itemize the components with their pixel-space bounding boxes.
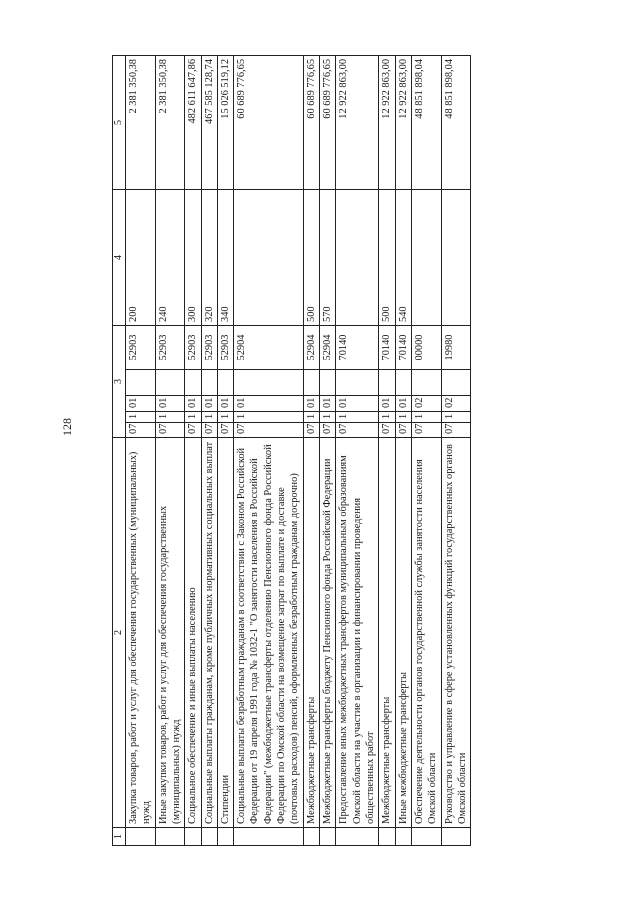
header-col-3: 3 [113,325,126,437]
code-section: 07 [217,423,233,438]
row-index-cell [217,828,233,846]
expense-type-code: 340 [217,189,233,325]
code-subprogram: 01 [125,396,155,412]
amount: 467 585 128,74 [201,55,217,189]
code-direction: 52903 [185,325,201,369]
table-row [217,55,233,845]
code-subprogram: 01 [320,396,336,412]
header-col-1: 1 [113,828,126,846]
code-program: 1 [320,412,336,423]
table-body [125,55,470,845]
expense-type-code [234,189,304,325]
code-spacer [201,370,217,396]
row-index-cell [395,828,411,846]
expense-type-code: 200 [125,189,155,325]
row-name: Закупка товаров, работ и услуг для обеспечения государственных (муниципальных) нужд [125,438,155,828]
header-col-4: 4 [113,189,126,325]
row-index-cell [125,828,155,846]
code-program: 1 [395,412,411,423]
amount: 60 689 776,65 [303,55,319,189]
row-name: Социальное обеспечение и иные выплаты населению [185,438,201,828]
code-section: 07 [320,423,336,438]
code-subprogram: 01 [336,396,379,412]
code-program: 1 [303,412,319,423]
amount: 12 922 863,00 [336,55,379,189]
amount: 48 851 898,04 [441,55,471,189]
row-index-cell [379,828,395,846]
code-direction: 70140 [395,325,411,369]
code-subprogram: 01 [201,396,217,412]
table-row [395,55,411,845]
code-direction: 52904 [320,325,336,369]
expense-type-code: 320 [201,189,217,325]
code-section: 07 [379,423,395,438]
amount: 15 026 519,12 [217,55,233,189]
code-direction: 52904 [234,325,304,369]
row-name: Межбюджетные трансферты [379,438,395,828]
amount: 2 381 350,38 [155,55,185,189]
page-number: 128 [60,418,74,436]
expense-type-code: 570 [320,189,336,325]
code-section: 07 [336,423,379,438]
code-spacer [125,370,155,396]
code-direction: 52903 [217,325,233,369]
code-direction: 00000 [411,325,441,369]
code-subprogram: 01 [379,396,395,412]
code-section: 07 [234,423,304,438]
amount: 60 689 776,65 [320,55,336,189]
table-row [185,55,201,845]
amount: 12 922 863,00 [379,55,395,189]
code-spacer [217,370,233,396]
expense-type-code: 300 [185,189,201,325]
amount: 2 381 350,38 [125,55,155,189]
row-name: Межбюджетные трансферты [303,438,319,828]
table-row [379,55,395,845]
row-index-cell [411,828,441,846]
code-section: 07 [201,423,217,438]
table-row [411,55,441,845]
code-direction: 52903 [125,325,155,369]
row-name: Социальные выплаты безработным гражданам в соответствии с Законом Российской Федерации от 19 апреля 1991 года № 1032-1 "О занятости населения в Российской Федерации" (межбюджетные трансферты отделению Пенсионного фонда Российской Федерации по Омской области на возмещение затрат по выплате и доставке (почтовых расходов) пенсий, оформленных безработным гражданам досрочно) [234,438,304,828]
code-direction: 52903 [155,325,185,369]
table-row [336,55,379,845]
row-index-cell [441,828,471,846]
code-direction: 52903 [201,325,217,369]
code-subprogram: 01 [395,396,411,412]
row-name: Иные закупки товаров, работ и услуг для обеспечения государственных (муниципальных) нужд [155,438,185,828]
table-row [303,55,319,845]
code-spacer [395,370,411,396]
code-program: 1 [411,412,441,423]
code-spacer [320,370,336,396]
row-index-cell [303,828,319,846]
code-program: 1 [217,412,233,423]
code-subprogram: 01 [234,396,304,412]
table-row [441,55,471,845]
row-name: Иные межбюджетные трансферты [395,438,411,828]
expense-type-code [441,189,471,325]
code-section: 07 [185,423,201,438]
code-section: 07 [155,423,185,438]
code-program: 1 [155,412,185,423]
code-section: 07 [441,423,471,438]
row-name: Стипендии [217,438,233,828]
amount: 482 611 647,86 [185,55,201,189]
code-spacer [155,370,185,396]
budget-table [112,55,471,846]
table-row [201,55,217,845]
table-row [234,55,304,845]
amount: 48 851 898,04 [411,55,441,189]
rotated-table-container [112,56,617,846]
expense-type-code [336,189,379,325]
row-name: Социальные выплаты гражданам, кроме публичных нормативных социальных выплат [201,438,217,828]
row-index-cell [201,828,217,846]
code-direction: 19980 [441,325,471,369]
expense-type-code: 540 [395,189,411,325]
row-name: Обеспечение деятельности органов государственной службы занятости населения Омской области [411,438,441,828]
code-subprogram: 01 [303,396,319,412]
row-index-cell [155,828,185,846]
expense-type-code: 240 [155,189,185,325]
code-direction: 52904 [303,325,319,369]
code-section: 07 [395,423,411,438]
code-program: 1 [234,412,304,423]
code-program: 1 [201,412,217,423]
code-program: 1 [441,412,471,423]
code-subprogram: 02 [441,396,471,412]
header-col-5: 5 [113,55,126,189]
code-spacer [303,370,319,396]
code-program: 1 [336,412,379,423]
code-spacer [234,370,304,396]
amount: 12 922 863,00 [395,55,411,189]
code-direction: 70140 [379,325,395,369]
row-name: Межбюджетные трансферты бюджету Пенсионного фонда Российской Федерации [320,438,336,828]
code-program: 1 [185,412,201,423]
code-spacer [441,370,471,396]
code-spacer [185,370,201,396]
code-spacer [379,370,395,396]
row-index-cell [234,828,304,846]
code-subprogram: 01 [155,396,185,412]
code-subprogram: 01 [217,396,233,412]
code-subprogram: 01 [185,396,201,412]
row-name: Предоставление иных межбюджетных трансфертов муниципальным образованиям Омской области на участие в организации и финансировании проведения общественных работ [336,438,379,828]
code-program: 1 [379,412,395,423]
row-index-cell [185,828,201,846]
code-spacer [411,370,441,396]
code-section: 07 [411,423,441,438]
row-name: Руководство и управление в сфере установленных функций государственных органов Омской области [441,438,471,828]
expense-type-code: 500 [379,189,395,325]
header-col-2: 2 [113,438,126,828]
amount: 60 689 776,65 [234,55,304,189]
code-direction: 70140 [336,325,379,369]
expense-type-code: 500 [303,189,319,325]
expense-type-code [411,189,441,325]
row-index-cell [320,828,336,846]
code-section: 07 [303,423,319,438]
table-header-row [113,55,126,845]
row-index-cell [336,828,379,846]
code-section: 07 [125,423,155,438]
code-program: 1 [125,412,155,423]
table-row [320,55,336,845]
code-spacer [336,370,379,396]
code-subprogram: 02 [411,396,441,412]
table-row [125,55,155,845]
table-row [155,55,185,845]
